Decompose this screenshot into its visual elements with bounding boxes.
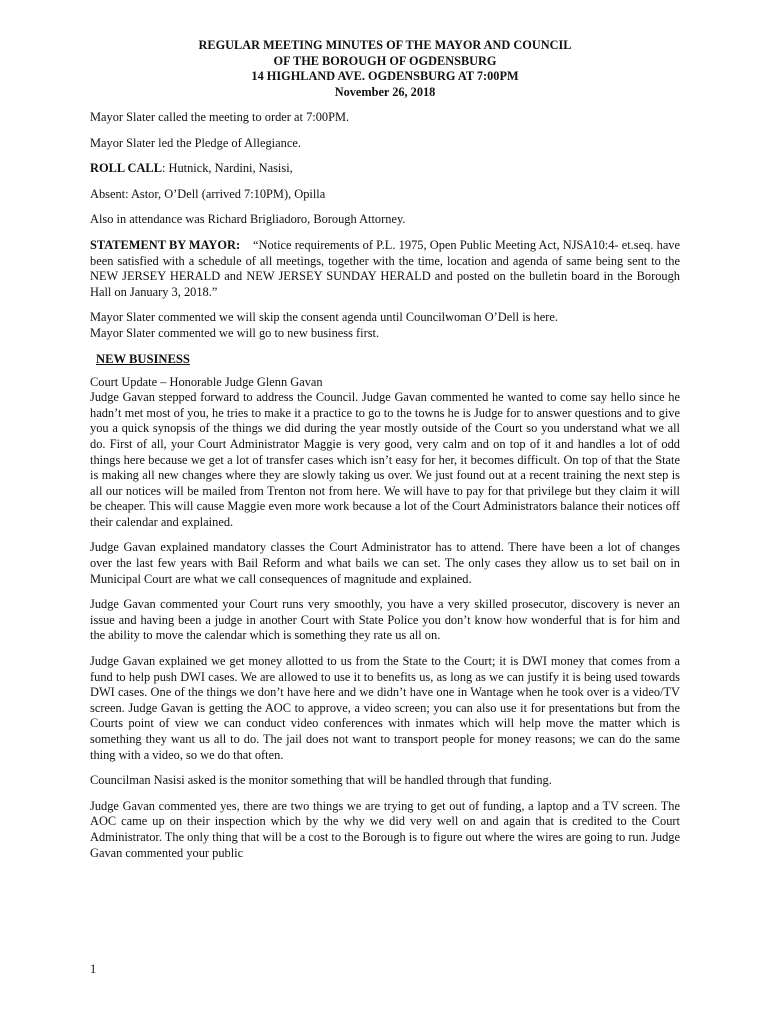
court-update-paragraph-1: Judge Gavan stepped forward to address the Council. Judge Gavan commented he wanted to come say hello since he hadn’t met most of you, he tries to make it a practice to go to the towns he is Judge for to answer questions and to give you a quick synopsis of the things we did during the year mostly outside of the Court so you understand what we all do. First of all, your Court Administrator Maggie is very good, very calm and on top of it and handles a lot of odd things here because we get a lot of transfer cases which isn’t easy for her, it becomes difficult. On top of that the State is making all new changes where they are slowly taking us over. We just found out at a recent training the next step is all our notices will be mailed from Trenton not from here. We will have to pay for that privilege but they claim it will be cheaper. This will cause Maggie even more work because a lot of the Court Administrators balance their notices off their calendar and explained.	[90, 390, 680, 529]
header-title-line-1: REGULAR MEETING MINUTES OF THE MAYOR AND COUNCIL	[198, 38, 572, 52]
roll-call-paragraph	[90, 161, 680, 177]
court-update-paragraph-6: Judge Gavan commented yes, there are two things we are trying to get out of funding, a laptop and a TV screen. The AOC came up on their inspection which by the why we did very well on and again that is credited to the Court Administrator. The only thing that will be a cost to the Borough is to figure out where the wires are going to run. Judge Gavan commented your public	[90, 798, 680, 860]
court-update-paragraph-2: Judge Gavan explained mandatory classes the Court Administrator has to attend. There have been a lot of changes over the last few years with Bail Reform and what bails we can set. The only cases they allow us to set bail on in Municipal Court are what we call consequences of magnitude and explained.	[90, 540, 680, 586]
header-date: November 26, 2018	[334, 84, 436, 99]
document-header	[90, 38, 680, 100]
consent-agenda-line-2: Mayor Slater commented we will go to new business first.	[90, 325, 380, 340]
mayor-statement-text: “Notice requirements of P.L. 1975, Open Public Meeting Act, NJSA10:4- et.seq. have been satisfied with a schedule of all meetings, together with the time, location and agenda of same being sent to the NEW JERSEY HERALD and NEW JERSEY SUNDAY HERALD and posted on the bulletin board in the Borough Hall on January 3, 2018.”	[90, 237, 681, 299]
attendance-text: Also in attendance was Richard Brigliadoro, Borough Attorney.	[90, 212, 406, 227]
call-to-order-text: Mayor Slater called the meeting to order at 7:00PM.	[90, 110, 350, 124]
court-update-subheading: Court Update – Honorable Judge Glenn Gavan	[90, 374, 323, 389]
new-business-heading: NEW BUSINESS	[96, 351, 190, 366]
mayor-statement-paragraph	[90, 238, 680, 300]
header-address-line: 14 HIGHLAND AVE. OGDENSBURG AT 7:00PM	[251, 69, 519, 83]
document-body	[90, 38, 680, 871]
pledge-text: Mayor Slater led the Pledge of Allegiance.	[90, 135, 301, 150]
consent-agenda-line-1: Mayor Slater commented we will skip the consent agenda until Councilwoman O’Dell is here.	[90, 310, 558, 325]
roll-call-members: : Hutnick, Nardini, Nasisi,	[161, 161, 293, 176]
consent-agenda-paragraph	[90, 310, 680, 341]
mayor-statement-label: STATEMENT BY MAYOR:	[90, 237, 241, 252]
page-number: 1	[90, 962, 97, 976]
court-update-paragraph-4: Judge Gavan explained we get money allotted to us from the State to the Court; it is DWI money that comes from a fund to help push DWI cases. We are allowed to use it to benefits us, as long as we can justify it is being used towards DWI cases. One of the things we don’t have here and we didn’t have one in Wantage when he took over is a video/TV screen. Judge Gavan is getting the AOC to approve, a video screen; you can also use it for presentations but from the Courts point of view we can conduct video conferences with inmates which will help move the matter which is something they want us all to do. The jail does not want to transport people for money reasons; we can do the same thing with a video, so we do that often.	[90, 654, 680, 762]
court-update-paragraph-5: Councilman Nasisi asked is the monitor something that will be handled through that funding.	[90, 773, 552, 788]
court-update-paragraph-3: Judge Gavan commented your Court runs very smoothly, you have a very skilled prosecutor, discovery is never an issue and having been a judge in another Court with State Police you don’t know how wonderful that is for him and the ability to move the calendar which is something they rate us all on.	[90, 597, 680, 643]
absent-text: Absent: Astor, O’Dell (arrived 7:10PM), Opilla	[90, 186, 326, 201]
roll-call-label: ROLL CALL	[90, 161, 162, 176]
header-title-line-2: OF THE BOROUGH OF OGDENSBURG	[273, 53, 497, 68]
